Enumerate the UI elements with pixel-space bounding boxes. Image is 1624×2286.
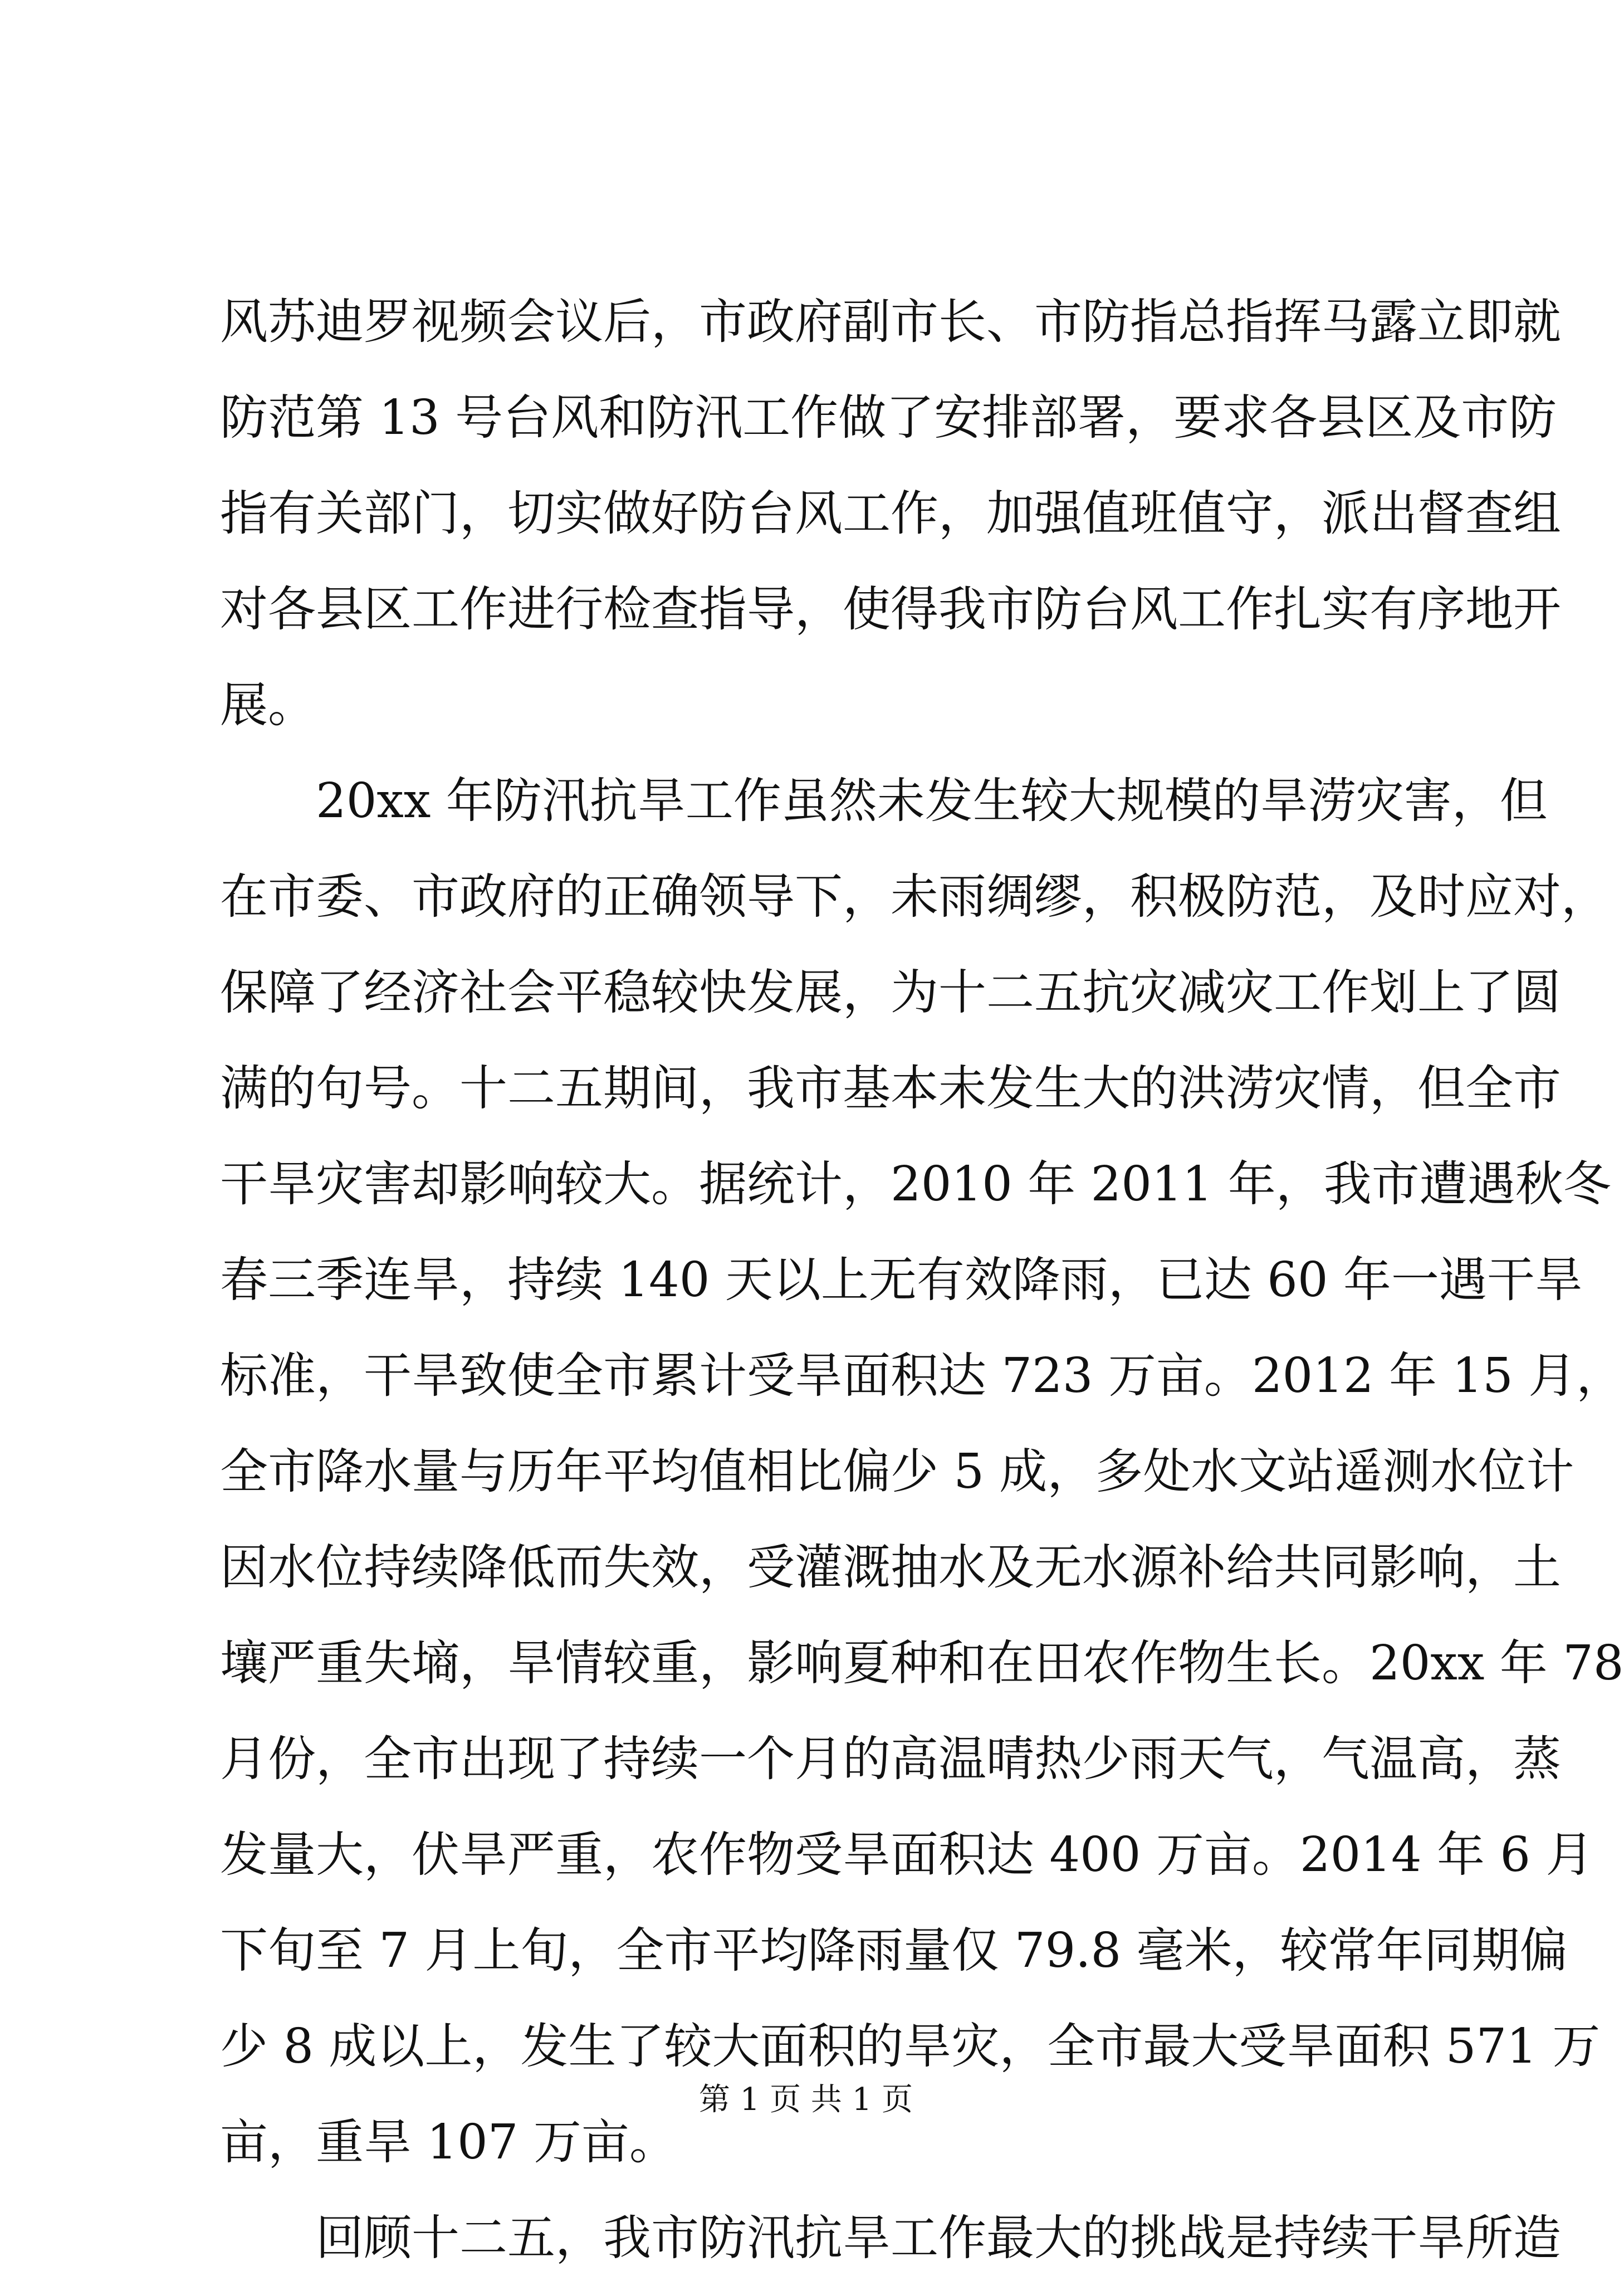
text-line: 保障了经济社会平稳较快发展，为十二五抗灾减灾工作划上了圆 (220, 965, 1561, 1020)
paragraph-first-line: 20xx 年防汛抗旱工作虽然未发生较大规模的旱涝灾害，但 (316, 773, 1548, 829)
text-line: 标准，干旱致使全市累计受旱面积达 723 万亩。2012 年 15 月， (220, 1348, 1624, 1404)
text-line: 指有关部门，切实做好防台风工作，加强值班值守，派出督查组 (220, 486, 1561, 541)
text-line: 对各县区工作进行检查指导，使得我市防台风工作扎实有序地开 (220, 582, 1561, 637)
paragraph-first-line: 回顾十二五，我市防汛抗旱工作最大的挑战是持续干旱所造 (316, 2210, 1561, 2266)
text-line: 因水位持续降低而失效，受灌溉抽水及无水源补给共同影响，土 (220, 1540, 1561, 1595)
text-line: 满的句号。十二五期间，我市基本未发生大的洪涝灾情，但全市 (220, 1061, 1561, 1116)
page-footer: 第 1 页 共 1 页 (698, 2082, 913, 2118)
text-line: 少 8 成以上，发生了较大面积的旱灾，全市最大受旱面积 571 万 (220, 2019, 1601, 2074)
text-line: 发量大，伏旱严重，农作物受旱面积达 400 万亩。2014 年 6 月 (220, 1827, 1594, 1883)
text-line: 在市委、市政府的正确领导下，未雨绸缪，积极防范，及时应对， (220, 869, 1609, 925)
text-line: 下旬至 7 月上旬，全市平均降雨量仅 79.8 毫米，较常年同期偏 (220, 1923, 1568, 1979)
text-line: 月份，全市出现了持续一个月的高温晴热少雨天气，气温高，蒸 (220, 1731, 1561, 1787)
text-line: 展。 (220, 677, 316, 733)
text-line: 亩，重旱 107 万亩。 (220, 2114, 677, 2170)
text-line: 干旱灾害却影响较大。据统计，2010 年 2011 年，我市遭遇秋冬 (220, 1156, 1611, 1212)
document-body (220, 274, 1624, 2286)
text-line: 全市降水量与历年平均值相比偏少 5 成，多处水文站遥测水位计 (220, 1444, 1574, 1499)
text-line: 壤严重失墒，旱情较重，影响夏种和在田农作物生长。20xx 年 78 (220, 1635, 1624, 1691)
text-line: 防范第 13 号台风和防汛工作做了安排部署，要求各县区及市防 (220, 390, 1557, 446)
text-line: 春三季连旱，持续 140 天以上无有效降雨，已达 60 年一遇干旱 (220, 1252, 1583, 1308)
text-line: 风苏迪罗视频会议后，市政府副市长、市防指总指挥马露立即就 (220, 294, 1561, 350)
